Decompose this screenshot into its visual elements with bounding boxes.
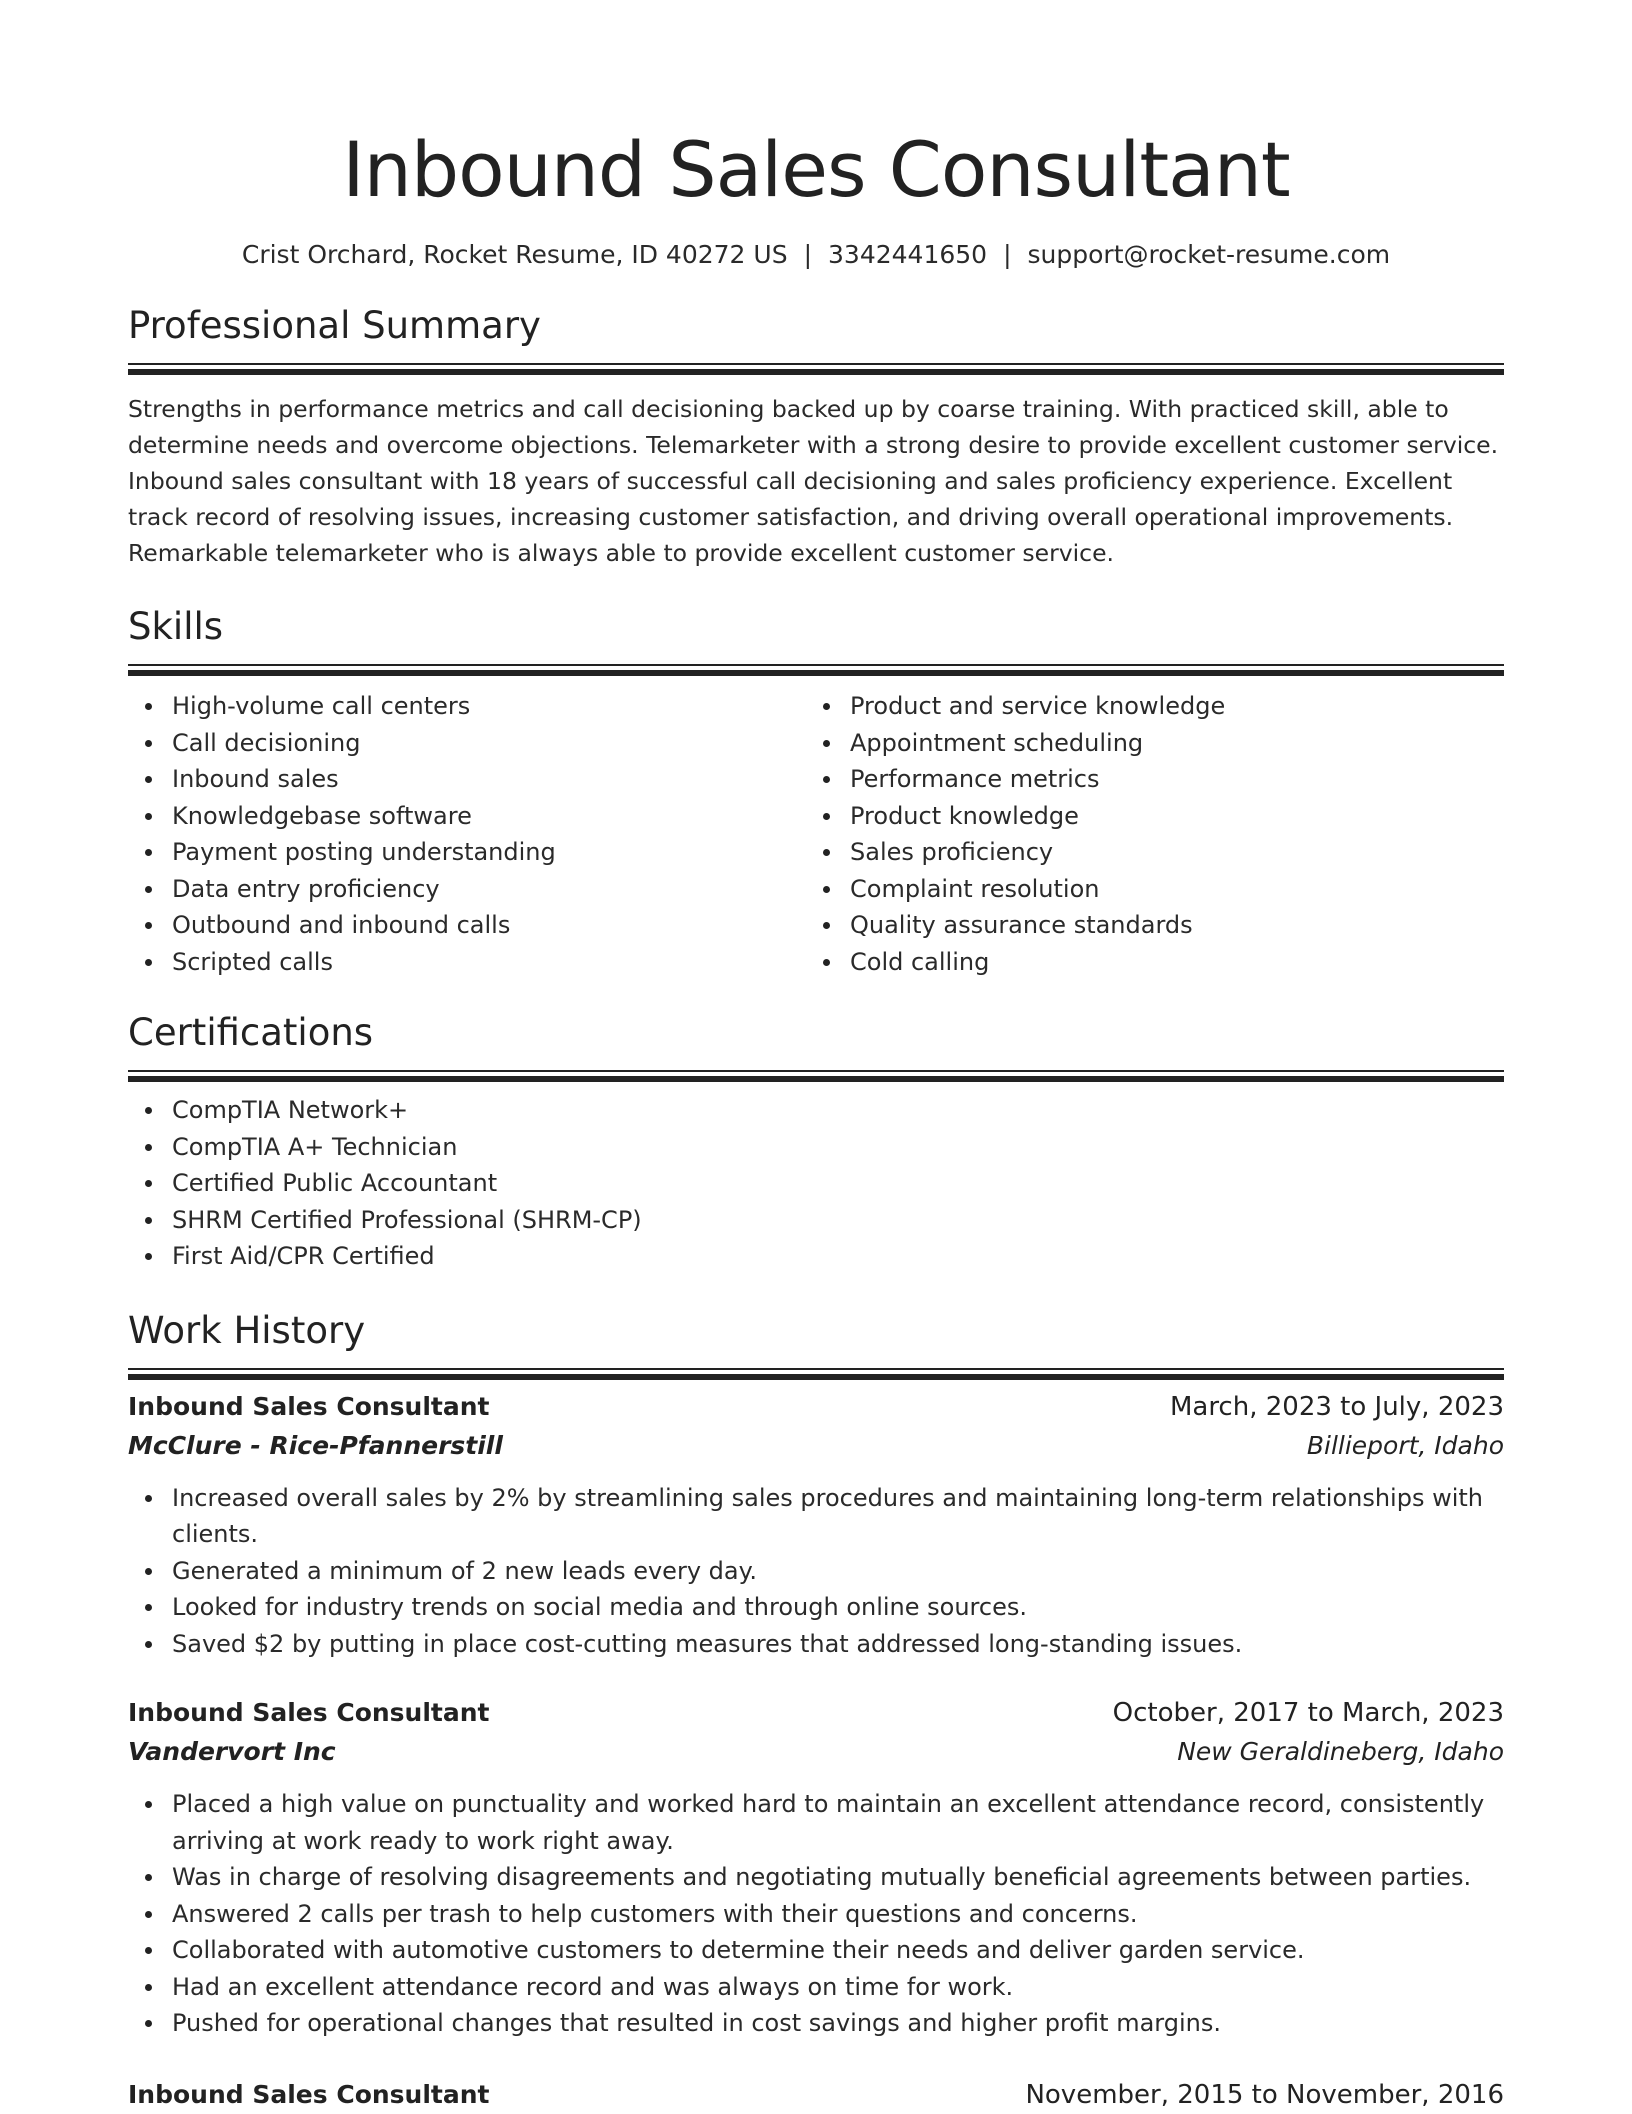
contact-email[interactable]: support@rocket-resume.com (1027, 240, 1391, 269)
job-dates: October, 2017 to March, 2023 (1112, 1698, 1504, 1728)
job-entry (128, 1388, 1504, 1663)
resume-page (128, 0, 1504, 2114)
list-item: Collaborated with automotive customers to determine their needs and deliver garden service. (172, 1932, 1504, 1969)
job-title: Inbound Sales Consultant (128, 2079, 490, 2109)
list-item: SHRM Certified Professional (SHRM-CP) (172, 1202, 1504, 1239)
list-item: Appointment scheduling (850, 725, 1484, 762)
job-bullets (128, 1786, 1504, 2042)
job-dates: March, 2023 to July, 2023 (1169, 1391, 1504, 1422)
job-title: Inbound Sales Consultant (128, 1698, 490, 1727)
list-item: Answered 2 calls per trash to help customers with their questions and concerns. (172, 1896, 1504, 1933)
job-company-row (128, 1732, 1504, 1772)
contact-separator: | (803, 240, 813, 269)
section-divider (128, 664, 1504, 666)
section-divider (128, 1070, 1504, 1072)
list-item: First Aid/CPR Certified (172, 1238, 1504, 1275)
contact-separator: | (1003, 240, 1012, 269)
skills-column-left (128, 688, 806, 980)
skills-list-right (806, 688, 1484, 980)
job-header-row (128, 1694, 1504, 1732)
list-item: Payment posting understanding (172, 834, 806, 871)
list-item: Cold calling (850, 944, 1484, 981)
certifications-section (128, 1009, 1504, 1275)
list-item: Placed a high value on punctuality and worked hard to maintain an excellent attendance record, consistently arriving at work ready to work right away. (172, 1786, 1504, 1859)
job-location: New Geraldineberg, Idaho (1177, 1737, 1504, 1766)
section-heading-certifications: Certifications (128, 1011, 374, 1054)
list-item: CompTIA Network+ (172, 1092, 1504, 1129)
section-divider (128, 363, 1504, 365)
list-item: Data entry proficiency (172, 871, 806, 908)
job-entry (128, 2076, 1504, 2114)
summary-text: Strengths in performance metrics and call decisioning backed up by coarse training. With practiced skill, able to determine needs and overcome objections. Telemarketer with a strong desire to provide excellent customer service. Inbound sales consultant with 18 years of successful call decisioning and sales proficiency experience. Excellent track record of resolving issues, increasing customer satisfaction, and driving overall operational improvements. Remarkable telemarketer who is always able to provide excellent customer service. (128, 395, 1499, 567)
list-item: Call decisioning (172, 725, 806, 762)
section-divider (128, 1368, 1504, 1370)
list-item: Increased overall sales by 2% by streamlining sales procedures and maintaining long-term relationships with clients. (172, 1480, 1504, 1553)
list-item: Saved $2 by putting in place cost-cutting measures that addressed long-standing issues. (172, 1626, 1504, 1663)
job-company: McClure - Rice-Pfannerstill (128, 1430, 503, 1460)
contact-address: Crist Orchard, Rocket Resume, ID 40272 US (241, 240, 788, 269)
list-item: High-volume call centers (172, 688, 806, 725)
list-item: CompTIA A+ Technician (172, 1129, 1504, 1166)
list-item: Looked for industry trends on social media and through online sources. (172, 1589, 1504, 1626)
job-header-row (128, 2076, 1504, 2114)
list-item: Product and service knowledge (850, 688, 1484, 725)
list-item: Outbound and inbound calls (172, 907, 806, 944)
certifications-list (128, 1092, 1504, 1275)
section-heading-work-history: Work History (128, 1308, 366, 1352)
contact-phone: 3342441650 (828, 240, 988, 269)
list-item: Complaint resolution (850, 871, 1484, 908)
list-item: Scripted calls (172, 944, 806, 981)
list-item: Had an excellent attendance record and was always on time for work. (172, 1969, 1504, 2006)
job-company-row (128, 1426, 1504, 1466)
job-header-row (128, 1388, 1504, 1426)
skills-list-left (128, 688, 806, 980)
list-item: Generated a minimum of 2 new leads every day. (172, 1553, 1504, 1590)
contact-line (128, 238, 1504, 272)
skills-column-right (806, 688, 1484, 980)
section-heading-skills: Skills (128, 605, 224, 648)
list-item: Pushed for operational changes that resulted in cost savings and higher profit margins. (172, 2005, 1504, 2042)
list-item: Quality assurance standards (850, 907, 1484, 944)
job-dates: November, 2015 to November, 2016 (1025, 2079, 1504, 2110)
skills-section (128, 603, 1504, 980)
list-item: Performance metrics (850, 761, 1484, 798)
job-title: Inbound Sales Consultant (128, 1391, 490, 1421)
summary-section (128, 302, 1504, 571)
list-item: Product knowledge (850, 798, 1484, 835)
list-item: Was in charge of resolving disagreements and negotiating mutually beneficial agreements between parties. (172, 1859, 1504, 1896)
list-item: Knowledgebase software (172, 798, 806, 835)
certifications-list-wrap (128, 1092, 1504, 1275)
skills-columns (128, 688, 1504, 980)
resume-title: Inbound Sales Consultant (342, 125, 1290, 214)
work-history-section (128, 1307, 1504, 2114)
job-entry (128, 1694, 1504, 2042)
section-heading-summary: Professional Summary (128, 304, 541, 347)
job-bullets (128, 1480, 1504, 1663)
job-company: Vandervort Inc (128, 1737, 336, 1766)
list-item: Inbound sales (172, 761, 806, 798)
list-item: Sales proficiency (850, 834, 1484, 871)
job-location: Billieport, Idaho (1306, 1430, 1504, 1460)
list-item: Certified Public Accountant (172, 1165, 1504, 1202)
